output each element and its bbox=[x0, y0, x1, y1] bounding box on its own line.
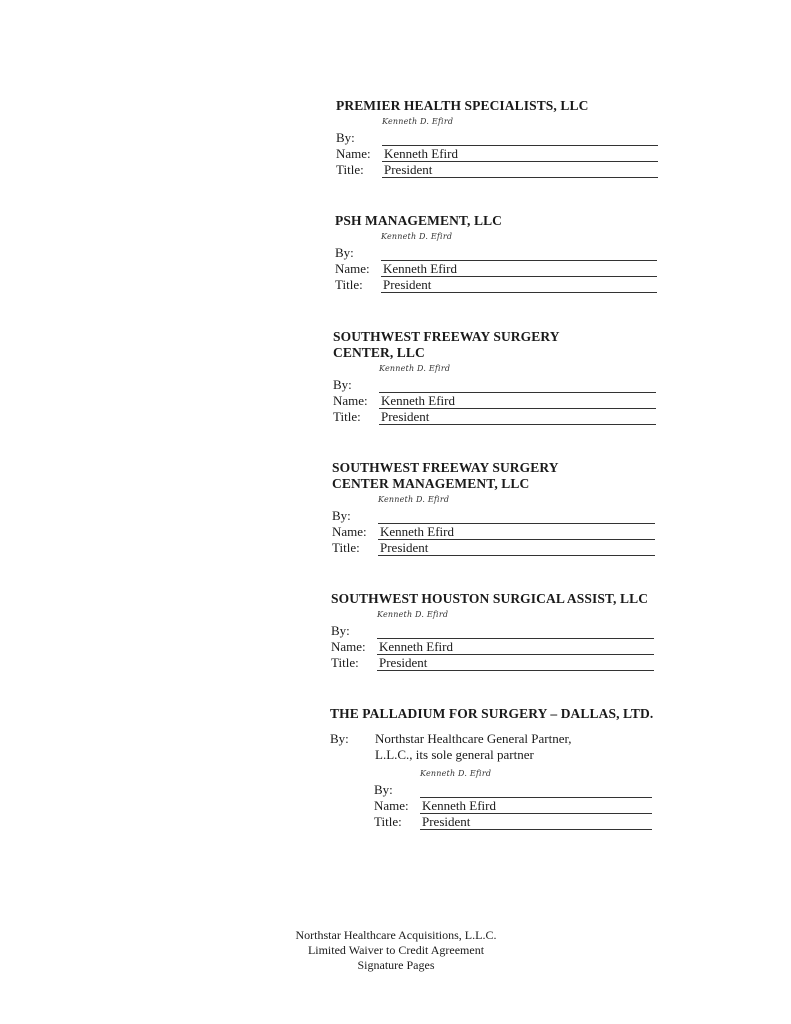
name-row: Name: Kenneth Efird bbox=[332, 524, 655, 540]
title-row: Title: President bbox=[332, 540, 655, 556]
title-row: Title: President bbox=[336, 162, 658, 178]
signature-block-swfs bbox=[333, 329, 656, 425]
signature-block-palladium bbox=[330, 706, 670, 732]
by-row: By: Kenneth D. Efird bbox=[374, 776, 652, 798]
title-value: President bbox=[422, 814, 471, 829]
by-row: By: Kenneth D. Efird bbox=[335, 239, 657, 261]
name-value: Kenneth Efird bbox=[381, 393, 456, 408]
title-value: President bbox=[384, 162, 433, 177]
name-value: Kenneth Efird bbox=[380, 524, 455, 539]
title-row: Title: President bbox=[374, 814, 652, 830]
by-row: By: Kenneth D. Efird bbox=[333, 371, 656, 393]
entity-name: SOUTHWEST HOUSTON SURGICAL ASSIST, LLC bbox=[331, 591, 649, 606]
name-row: Name: Kenneth Efird bbox=[336, 146, 658, 162]
name-value: Kenneth Efird bbox=[384, 146, 459, 161]
title-row: Title: President bbox=[333, 409, 656, 425]
name-value: Kenneth Efird bbox=[383, 261, 458, 276]
name-row: Name: Kenneth Efird bbox=[333, 393, 656, 409]
entity-name: SOUTHWEST FREEWAY SURGERY CENTER, LLC bbox=[333, 329, 560, 360]
name-value: Kenneth Efird bbox=[379, 639, 454, 654]
title-row: Title: President bbox=[331, 655, 654, 671]
by-row: By: Kenneth D. Efird bbox=[332, 502, 655, 524]
by-row: By: Kenneth D. Efird bbox=[331, 617, 654, 639]
document-footer bbox=[266, 928, 526, 973]
title-row: Title: President bbox=[335, 277, 657, 293]
footer-line: Northstar Healthcare Acquisitions, L.L.C. bbox=[295, 928, 497, 942]
title-value: President bbox=[381, 409, 430, 424]
palladium-sub-signature bbox=[374, 769, 652, 830]
signature: Kenneth D. Efird bbox=[378, 495, 450, 504]
signature: Kenneth D. Efird bbox=[377, 610, 449, 619]
entity-name: PREMIER HEALTH SPECIALISTS, LLC bbox=[336, 98, 589, 113]
palladium-partner-line1: Northstar Healthcare General Partner, bbox=[375, 731, 572, 746]
signature: Kenneth D. Efird bbox=[420, 769, 492, 778]
title-value: President bbox=[383, 277, 432, 292]
name-value: Kenneth Efird bbox=[422, 798, 497, 813]
entity-name: THE PALLADIUM FOR SURGERY – DALLAS, LTD. bbox=[330, 706, 654, 721]
name-row: Name: Kenneth Efird bbox=[335, 261, 657, 277]
signature-block-psh bbox=[335, 213, 657, 293]
signature: Kenneth D. Efird bbox=[381, 232, 453, 241]
signature-block-houston-assist bbox=[331, 591, 654, 671]
name-row: Name: Kenneth Efird bbox=[331, 639, 654, 655]
signature-block-swfs-management bbox=[332, 460, 655, 556]
footer-line: Signature Pages bbox=[357, 958, 435, 972]
palladium-partner-line2: L.L.C., its sole general partner bbox=[375, 747, 534, 762]
signature: Kenneth D. Efird bbox=[382, 117, 454, 126]
by-row: By: Kenneth D. Efird bbox=[336, 124, 658, 146]
signature-block-premier bbox=[336, 98, 658, 178]
footer-line: Limited Waiver to Credit Agreement bbox=[307, 943, 485, 957]
signature: Kenneth D. Efird bbox=[379, 364, 451, 373]
entity-name: SOUTHWEST FREEWAY SURGERY CENTER MANAGEMENT, LLC bbox=[332, 460, 559, 491]
title-value: President bbox=[379, 655, 428, 670]
palladium-by-label: By: bbox=[330, 731, 349, 746]
entity-name: PSH MANAGEMENT, LLC bbox=[335, 213, 503, 228]
name-row: Name: Kenneth Efird bbox=[374, 798, 652, 814]
title-value: President bbox=[380, 540, 429, 555]
